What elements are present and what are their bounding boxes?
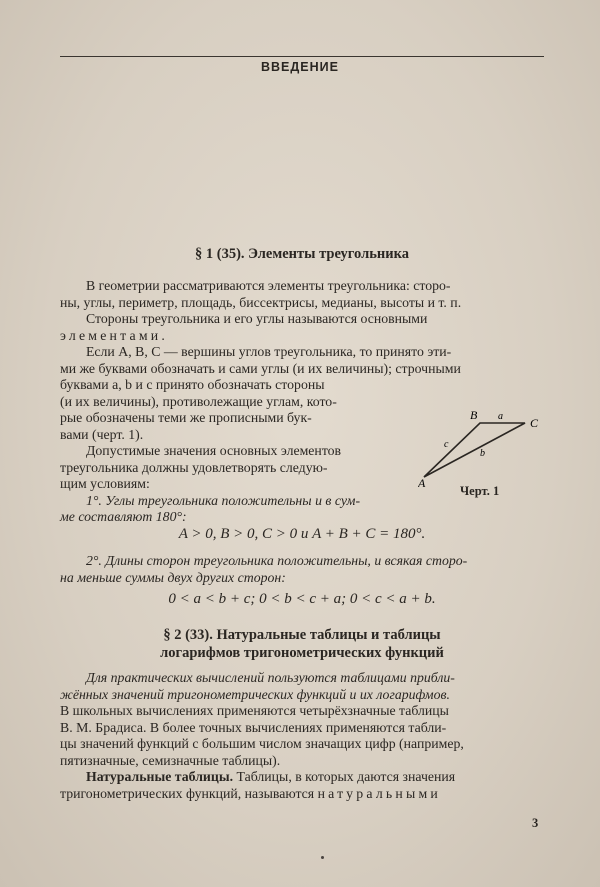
- text-line: элементами.: [60, 327, 169, 343]
- text-line: щим условиям:: [60, 476, 150, 491]
- text-span: тригонометрических функций, называются: [60, 785, 318, 801]
- section-2-heading-line-2: логарифмов тригонометрических функций: [160, 645, 444, 661]
- term-natural-tables: Натуральные таблицы.: [86, 769, 234, 784]
- text-line: ме составляют 180°:: [60, 509, 187, 524]
- text-line: Если A, B, C — вершины углов треугольника, то принято эти-: [86, 344, 452, 359]
- text-line: Допустимые значения основных элементов: [86, 443, 342, 458]
- text-line: рые обозначены теми же прописными бук-: [60, 410, 312, 425]
- text-line: на меньше суммы двух других сторон:: [60, 569, 286, 585]
- side-label-a: a: [498, 411, 503, 422]
- text-line: В школьных вычислениях применяются четырёхзначные таблицы: [60, 703, 449, 718]
- text-line: [60, 786, 544, 803]
- side-label-c: c: [444, 439, 449, 450]
- term-natural: натуральными: [317, 785, 441, 801]
- text-line: [70, 769, 544, 786]
- text-line: жённых значений тригонометрических функций и их логарифмов.: [60, 686, 450, 702]
- page-mark: [321, 856, 324, 859]
- section-2-heading: [60, 626, 544, 662]
- header-rule: [60, 56, 544, 57]
- text-line: Для практических вычислений пользуются таблицами прибли-: [86, 670, 455, 685]
- formula-sides: 0 < a < b + c; 0 < b < c + a; 0 < c < a + b.: [168, 591, 436, 607]
- text-span: Таблицы, в которых даются значения: [233, 769, 456, 784]
- text-line: ны, углы, периметр, площадь, биссектрисы, медианы, высоты и т. п.: [60, 294, 462, 310]
- section-1-heading: § 1 (35). Элементы треугольника: [195, 246, 409, 262]
- condition-2: [60, 553, 544, 586]
- text-line: треугольника должны удовлетворять следую-: [60, 459, 328, 475]
- text-line: цы значений функций с большим числом значащих цифр (например,: [60, 736, 464, 751]
- vertex-label-b: B: [470, 408, 478, 422]
- formula-angles: A > 0, B > 0, C > 0 и A + B + C = 180°.: [178, 526, 426, 542]
- triangle-figure: [418, 403, 548, 493]
- text-line: В. М. Брадиса. В более точных вычислениях применяются табли-: [60, 719, 447, 735]
- triangle-shape: [424, 423, 525, 477]
- page-number: 3: [532, 816, 539, 830]
- running-header: ВВЕДЕНИЕ: [261, 60, 339, 74]
- section-2-text: [60, 670, 544, 802]
- text-line: В геометрии рассматриваются элементы треугольника: сторо-: [86, 278, 451, 293]
- figure-caption: Черт. 1: [460, 484, 500, 498]
- vertex-label-a: A: [418, 476, 426, 490]
- section-2-heading-line-1: § 2 (33). Натуральные таблицы и таблицы: [163, 627, 441, 643]
- text-line: Стороны треугольника и его углы называются основными: [86, 311, 428, 326]
- text-line: вами (черт. 1).: [60, 426, 144, 442]
- text-line: буквами a, b и c принято обозначать стороны: [60, 377, 325, 392]
- vertex-label-c: C: [530, 416, 539, 430]
- text-line: 1°. Углы треугольника положительны и в сум-: [86, 492, 361, 508]
- text-line: (и их величины), противолежащие углам, кото-: [60, 393, 337, 409]
- side-label-b: b: [480, 448, 485, 459]
- text-line: ми же буквами обозначать и сами углы (и их величины); строчными: [60, 360, 461, 376]
- text-line: 2°. Длины сторон треугольника положительны, и всякая сторо-: [86, 553, 468, 568]
- text-line: пятизначные, семизначные таблицы).: [60, 752, 281, 768]
